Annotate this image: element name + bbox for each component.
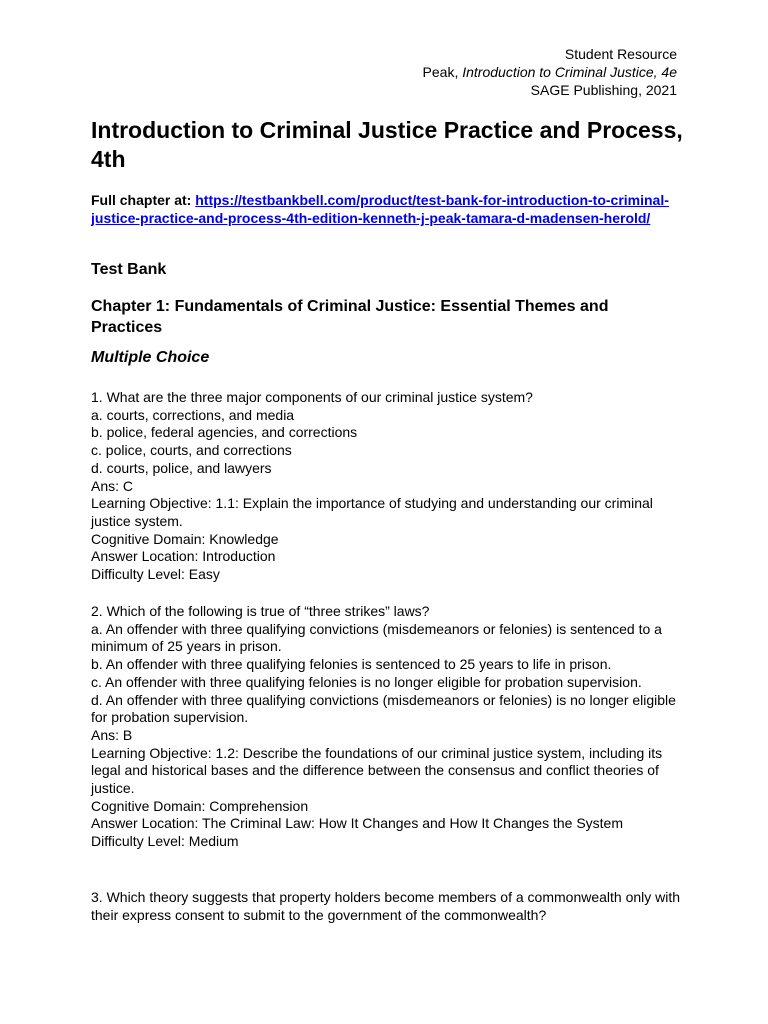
answer-location: Answer Location: Introduction (91, 548, 276, 565)
page-header (423, 45, 677, 99)
header-author: Peak, (422, 64, 463, 80)
question-1 (91, 389, 691, 584)
header-publisher: SAGE Publishing, 2021 (530, 82, 677, 98)
option-a: a. An offender with three qualifying convictions (misdemeanors or felonies) is sentenced to a minimum of 25 years in prison. (91, 620, 662, 655)
question-stem: 1. What are the three major components of our criminal justice system? (91, 389, 533, 405)
option-b: b. An offender with three qualifying felonies is sentenced to 25 years to life in prison. (91, 656, 612, 673)
option-c: c. An offender with three qualifying felonies is no longer eligible for probation supervision. (91, 673, 642, 690)
question-stem: 2. Which of the following is true of “three strikes” laws? (91, 603, 430, 619)
question-3 (91, 889, 691, 924)
option-b: b. police, federal agencies, and corrections (91, 424, 358, 441)
option-c: c. police, courts, and corrections (91, 442, 292, 459)
header-student-resource: Student Resource (564, 46, 677, 62)
cognitive-domain: Cognitive Domain: Knowledge (91, 530, 279, 547)
option-d: d. An offender with three qualifying convictions (misdemeanors or felonies) is no longer eligible for probation supervision. (91, 691, 676, 726)
difficulty-level: Difficulty Level: Easy (91, 566, 220, 583)
option-d: d. courts, police, and lawyers (91, 459, 272, 476)
header-book-line (423, 63, 677, 81)
full-chapter-label: Full chapter at: (91, 192, 196, 208)
learning-objective: Learning Objective: 1.2: Describe the foundations of our criminal justice system, including its legal and historical bases and the difference between the consensus and conflict theories of justice. (91, 744, 663, 797)
learning-objective: Learning Objective: 1.1: Explain the importance of studying and understanding our criminal justice system. (91, 495, 653, 529)
answer: Ans: B (91, 726, 133, 743)
test-bank-heading: Test Bank (91, 261, 167, 278)
header-book-title: Introduction to Criminal Justice, 4e (462, 64, 677, 80)
multiple-choice-heading: Multiple Choice (91, 349, 210, 366)
question-2 (91, 603, 691, 851)
difficulty-level: Difficulty Level: Medium (91, 833, 239, 850)
option-a: a. courts, corrections, and media (91, 406, 295, 423)
question-stem: 3. Which theory suggests that property holders become members of a commonwealth only with their express consent to submit to the government of the commonwealth? (91, 889, 681, 923)
chapter-heading: Chapter 1: Fundamentals of Criminal Justice: Essential Themes and Practices (91, 298, 609, 336)
document-title: Introduction to Criminal Justice Practice and Process, 4th (91, 117, 683, 172)
answer-location: Answer Location: The Criminal Law: How It Changes and How It Changes the System (91, 815, 623, 832)
answer: Ans: C (91, 477, 134, 494)
full-chapter-link[interactable]: https://testbankbell.com/product/test-bank-for-introduction-to-criminal-justice-practice-and-process-4th-edition-kenneth-j-peak-tamara-d-madensen-herold/ (91, 192, 669, 226)
cognitive-domain: Cognitive Domain: Comprehension (91, 797, 309, 814)
full-chapter-line (91, 191, 681, 227)
